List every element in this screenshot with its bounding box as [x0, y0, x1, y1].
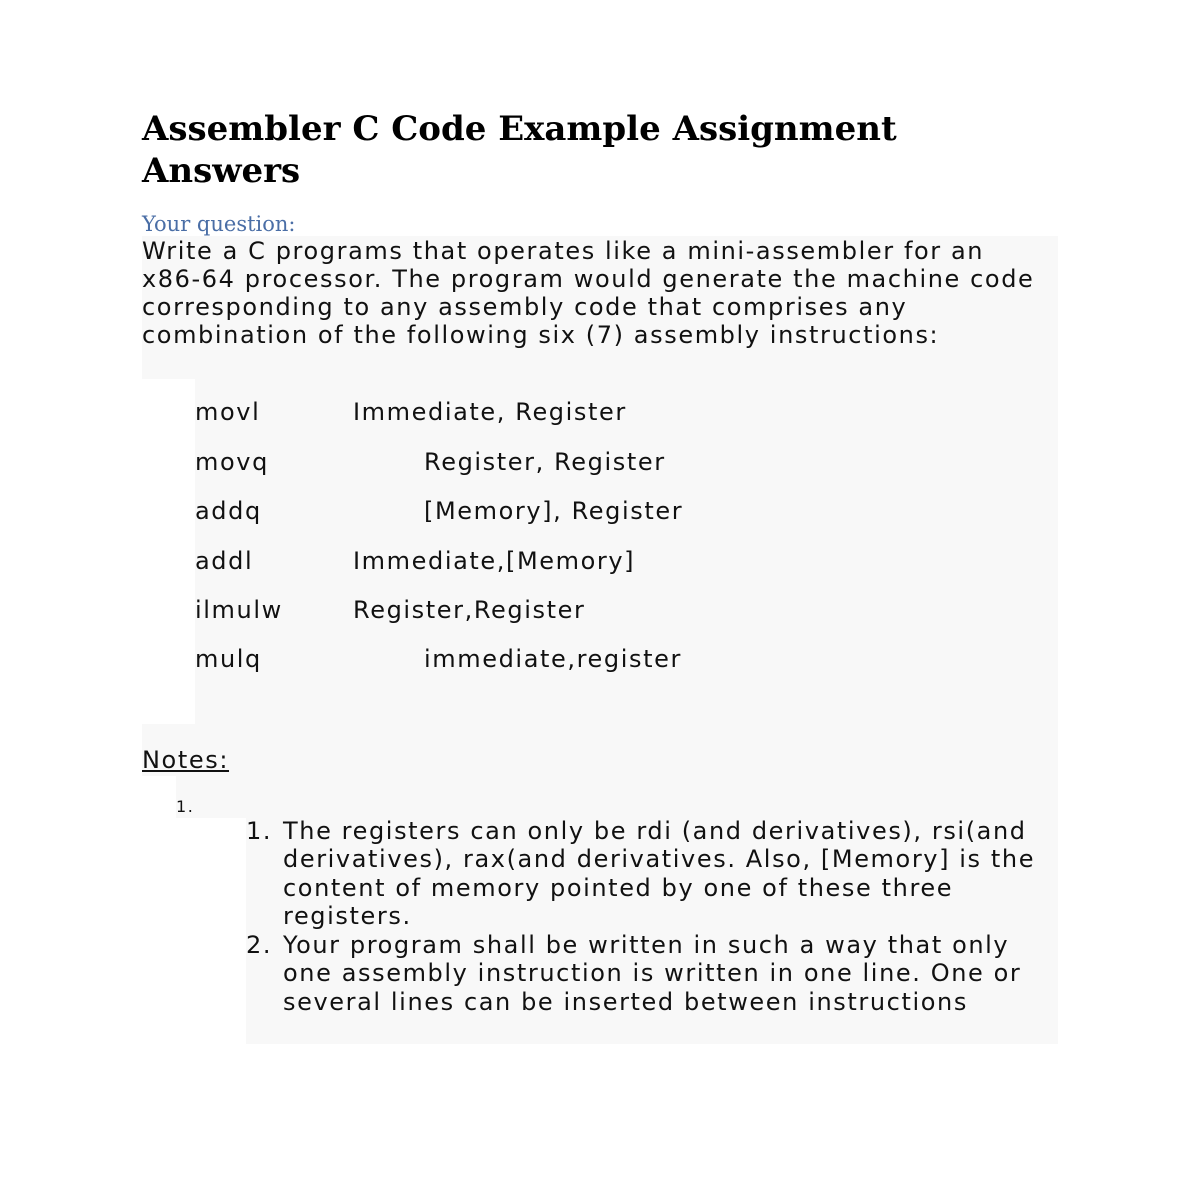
notes-heading: Notes:	[142, 746, 230, 774]
page-title: Assembler C Code Example Assignment Answers	[142, 109, 897, 191]
instruction-opcode: movl	[195, 398, 261, 426]
question-text: Write a C programs that operates like a mini-assembler for an x86-64 processor. The program would generate the machine code corresponding to any assembly code that comprises any combination of the following six (7) assembly instructions:	[142, 237, 1035, 349]
instruction-opcode: addl	[195, 547, 254, 575]
instruction-operands: immediate,register	[424, 645, 682, 673]
instruction-operands: Immediate, Register	[353, 398, 627, 426]
marker-highlight	[176, 776, 1058, 818]
instruction-operands: Register, Register	[424, 448, 666, 476]
instruction-opcode: ilmulw	[195, 596, 283, 624]
notes-label-highlight	[142, 724, 1058, 776]
instruction-opcode: mulq	[195, 645, 262, 673]
instruction-opcode: movq	[195, 448, 269, 476]
note-text: The registers can only be rdi (and derivatives), rsi(and derivatives), rax(and derivatives. Also, [Memory] is the content of memory pointed by one of these three registers.	[283, 817, 1036, 931]
note-text: Your program shall be written in such a way that only one assembly instruction is written in one line. One or several lines can be inserted between instructions	[283, 931, 1022, 1016]
instruction-operands: Register,Register	[353, 596, 586, 624]
empty-list-marker: 1.	[176, 797, 195, 816]
question-label: Your question:	[142, 212, 296, 236]
note-number: 1.	[246, 817, 273, 845]
note-item	[246, 931, 1046, 1016]
instruction-opcode: addq	[195, 497, 262, 525]
note-number: 2.	[246, 931, 273, 959]
note-item	[246, 817, 1046, 931]
instruction-operands: Immediate,[Memory]	[353, 547, 636, 575]
instruction-operands: [Memory], Register	[424, 497, 684, 525]
